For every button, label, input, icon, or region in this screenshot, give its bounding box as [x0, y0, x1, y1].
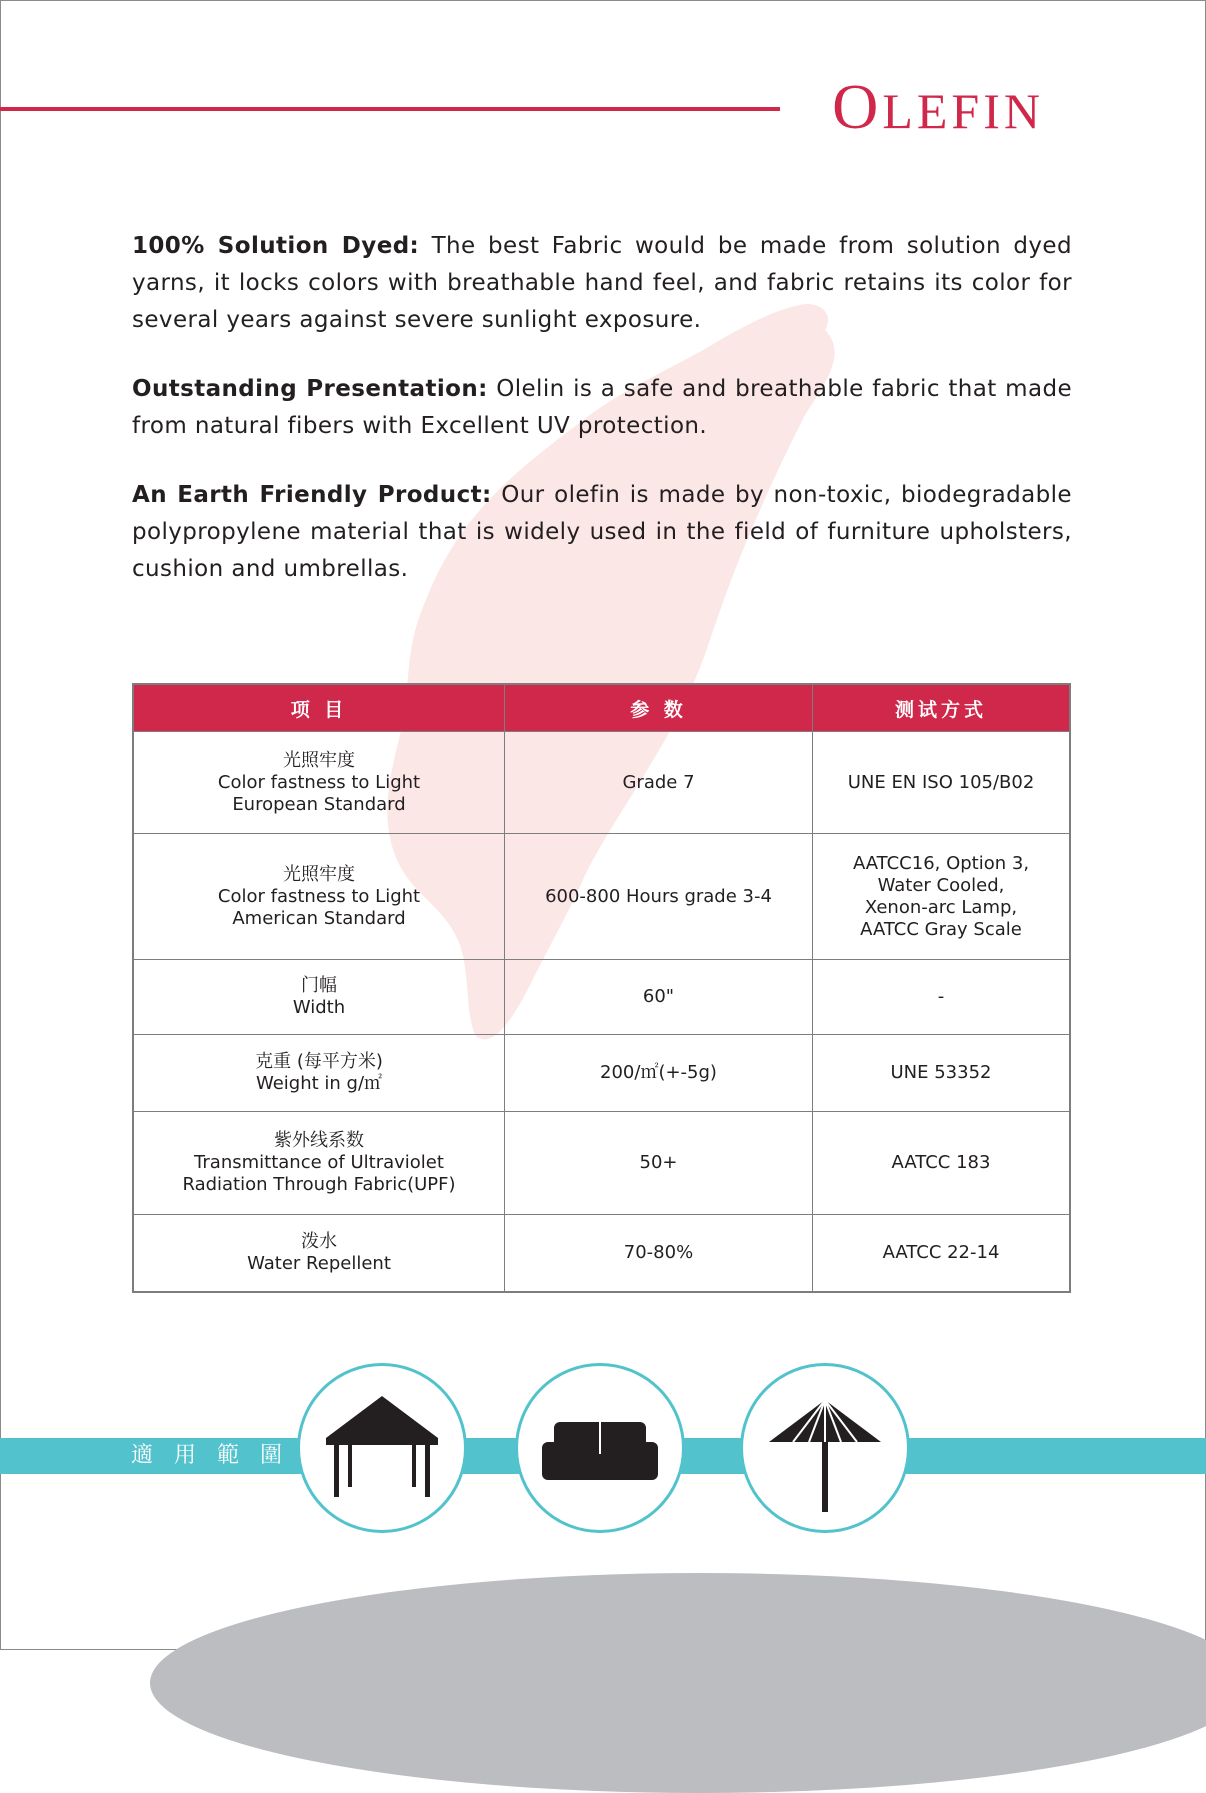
method-cell: - — [813, 960, 1071, 1035]
header-parameter: 参 数 — [505, 684, 813, 732]
gazebo-badge — [297, 1363, 467, 1533]
header-item: 项 目 — [133, 684, 505, 732]
method-cell: AATCC16, Option 3, Water Cooled, Xenon-arc Lamp, AATCC Gray Scale — [813, 834, 1071, 960]
sofa-badge — [515, 1363, 685, 1533]
umbrella-icon — [743, 1366, 907, 1530]
param-cell: 600-800 Hours grade 3-4 — [505, 834, 813, 960]
item-cell: 光照牢度 Color fastness to Light American Standard — [133, 834, 505, 960]
table-row — [133, 1035, 1070, 1112]
table-row — [133, 960, 1070, 1035]
param-cell: 200/㎡(+-5g) — [505, 1035, 813, 1112]
table-row — [133, 732, 1070, 834]
footer-arc — [150, 1573, 1206, 1793]
param-cell: 70-80% — [505, 1215, 813, 1292]
applications-label: 適 用 範 圍 — [131, 1443, 289, 1468]
method-cell: UNE 53352 — [813, 1035, 1071, 1112]
method-cell: AATCC 183 — [813, 1112, 1071, 1215]
table-row — [133, 1215, 1070, 1292]
item-cell: 泼水 Water Repellent — [133, 1215, 505, 1292]
item-cell: 门幅 Width — [133, 960, 505, 1035]
table-header-row — [133, 684, 1070, 732]
specs-table — [132, 683, 1071, 1293]
sofa-icon — [518, 1366, 682, 1530]
table-row — [133, 1112, 1070, 1215]
header-rule — [0, 107, 780, 111]
gazebo-icon — [300, 1366, 464, 1530]
brand-logo: OLEFIN — [832, 71, 1044, 142]
intro-paragraph-presentation: Outstanding Presentation: Olelin is a safe and breathable fabric that made from natural fibers with Excellent UV protection. — [132, 376, 1073, 439]
param-cell: 60" — [505, 960, 813, 1035]
item-cell: 紫外线系数 Transmittance of Ultraviolet Radiation Through Fabric(UPF) — [133, 1112, 505, 1215]
param-cell: 50+ — [505, 1112, 813, 1215]
header-test-method: 测试方式 — [813, 684, 1071, 732]
item-cell: 克重 (每平方米) Weight in g/㎡ — [133, 1035, 505, 1112]
intro-text — [132, 228, 1072, 620]
method-cell: UNE EN ISO 105/B02 — [813, 732, 1071, 834]
param-cell: Grade 7 — [505, 732, 813, 834]
intro-paragraph-solution-dyed: 100% Solution Dyed: The best Fabric would be made from solution dyed yarns, it locks colors with breathable hand feel, and fabric retains its color for several years against severe sunlight exposure. — [132, 233, 1072, 333]
intro-paragraph-earth-friendly: An Earth Friendly Product: Our olefin is made by non-toxic, biodegradable polypropylene material that is widely used in the field of furniture upholsters, cushion and umbrellas. — [132, 482, 1072, 582]
item-cell: 光照牢度 Color fastness to Light European Standard — [133, 732, 505, 834]
table-row — [133, 834, 1070, 960]
method-cell: AATCC 22-14 — [813, 1215, 1071, 1292]
umbrella-badge — [740, 1363, 910, 1533]
